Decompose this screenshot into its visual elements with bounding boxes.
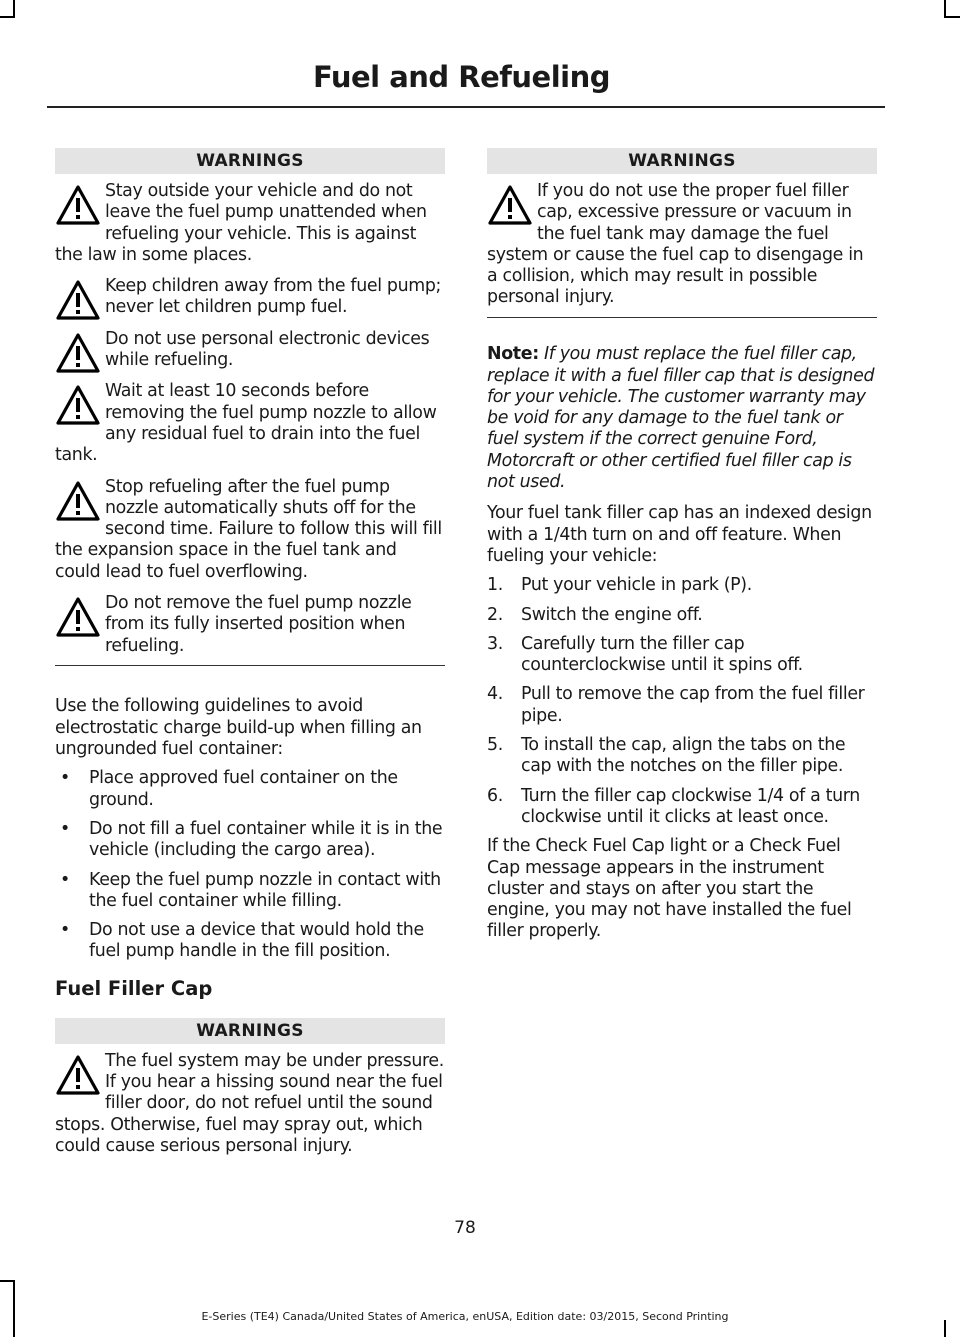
note-text: If you must replace the fuel filler cap, replace it with a fuel filler cap that is designed for your vehicle. The customer warranty may be void for any damage to the fuel tank or fuel system if the correct genuine Ford, Motorcraft or other certified fuel filler cap is not used. <box>487 344 875 493</box>
warnings-block <box>55 1018 445 1157</box>
warning-triangle-icon <box>55 596 105 642</box>
warning-text: If you do not use the proper fuel filler cap, excessive pressure or vacuum in the fuel tank may damage the fuel system or cause the fuel cap to disengage in a collision, which may result in possible personal injury. <box>487 181 864 308</box>
warning-text: Stop refueling after the fuel pump nozzle automatically shuts off for the second time. Failure to follow this will fill the expansion space in the fuel tank and could lead to fuel overflowing. <box>55 476 442 582</box>
bullet-icon: • <box>60 818 70 839</box>
intro-paragraph: Use the following guidelines to avoid electrostatic charge build-up when filling an ungrounded fuel container: <box>55 696 422 760</box>
warnings-block <box>55 148 445 666</box>
warning-text: Do not remove the fuel pump nozzle from its fully inserted position when refueling. <box>105 593 412 656</box>
warning-item <box>55 181 445 266</box>
warning-triangle-icon <box>55 332 105 378</box>
bullet-icon: • <box>60 920 70 941</box>
left-column <box>55 148 445 1167</box>
warning-item <box>55 329 445 372</box>
section-heading: Fuel Filler Cap <box>55 976 213 1000</box>
list-item: • Do not fill a fuel container while it is in the vehicle (including the cargo area). <box>60 818 443 861</box>
list-item: 3. Carefully turn the filler cap counterclockwise until it spins off. <box>487 633 803 676</box>
note-label: Note: <box>487 344 539 365</box>
body-paragraph: Your fuel tank filler cap has an indexed design with a 1/4th turn on and off feature. When fueling your vehicle: <box>487 503 872 566</box>
crop-mark <box>946 16 960 18</box>
guideline-list <box>55 768 445 962</box>
warning-text: Stay outside your vehicle and do not leave the fuel pump unattended when refueling your vehicle. This is against the law in some places. <box>55 181 427 265</box>
warning-item <box>55 276 445 319</box>
warning-triangle-icon <box>55 384 105 430</box>
list-item: 4. Pull to remove the cap from the fuel filler pipe. <box>487 684 865 726</box>
warnings-rule <box>55 665 445 667</box>
warnings-heading: WARNINGS <box>487 148 877 174</box>
list-item: 6. Turn the filler cap clockwise 1/4 of a turn clockwise until it clicks at least once. <box>487 785 860 827</box>
note-paragraph <box>487 344 877 493</box>
bullet-icon: • <box>60 768 70 789</box>
list-item: 5. To install the cap, align the tabs on the cap with the notches on the filler pipe. <box>487 735 846 777</box>
header-rule <box>47 106 885 108</box>
crop-mark <box>0 16 14 18</box>
warnings-heading: WARNINGS <box>55 1018 445 1044</box>
warning-triangle-icon <box>55 1054 105 1100</box>
crop-mark <box>944 1320 946 1337</box>
warning-item <box>55 1051 445 1157</box>
warning-item <box>55 477 445 583</box>
list-item: • Place approved fuel container on the ground. <box>60 768 398 810</box>
warning-text: Keep children away from the fuel pump; never let children pump fuel. <box>105 276 442 318</box>
crop-mark <box>13 1280 15 1337</box>
page-number: 78 <box>454 1218 476 1238</box>
list-item: 2. Switch the engine off. <box>487 604 703 625</box>
warning-text: The fuel system may be under pressure. If you hear a hissing sound near the fuel filler door, do not refuel until the sound stops. Otherwise, fuel may spray out, which could cause serious personal injury. <box>55 1050 444 1156</box>
warning-triangle-icon <box>55 480 105 526</box>
warnings-block <box>487 148 877 318</box>
page-title: Fuel and Refueling <box>312 60 610 94</box>
warning-item <box>55 593 445 657</box>
warning-text: Wait at least 10 seconds before removing the fuel pump nozzle to allow any residual fuel to drain into the fuel tank. <box>55 381 437 466</box>
warning-item <box>487 181 877 309</box>
crop-mark <box>0 1280 14 1282</box>
warnings-rule <box>487 317 877 319</box>
list-item: 1. Put your vehicle in park (P). <box>487 575 752 596</box>
right-column <box>487 148 877 943</box>
warning-text: Do not use personal electronic devices while refueling. <box>105 328 430 371</box>
list-item: • Keep the fuel pump nozzle in contact with the fuel container while filling. <box>60 869 441 911</box>
warning-triangle-icon <box>55 184 105 230</box>
warnings-heading: WARNINGS <box>55 148 445 174</box>
footer-edition: E-Series (TE4) Canada/United States of America, enUSA, Edition date: 03/2015, Second Printing <box>201 1310 729 1323</box>
list-item: • Do not use a device that would hold the fuel pump handle in the fill position. <box>60 920 424 962</box>
steps-list <box>487 575 877 828</box>
warning-item <box>55 381 445 466</box>
bullet-icon: • <box>60 869 70 890</box>
warning-triangle-icon <box>55 279 105 325</box>
warning-triangle-icon <box>487 184 537 230</box>
body-paragraph: If the Check Fuel Cap light or a Check Fuel Cap message appears in the instrument cluster and stays on after you start the engine, you may not have installed the fuel filler properly. <box>487 836 852 942</box>
